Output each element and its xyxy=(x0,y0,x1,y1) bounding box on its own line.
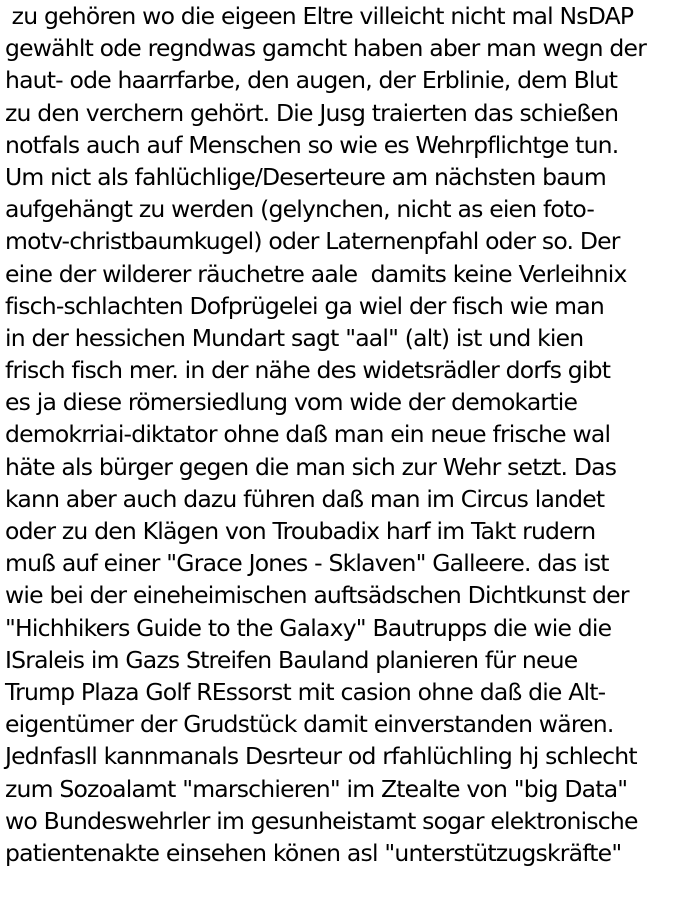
text-line-1: zu gehören wo die eigeen Eltre villeicht nicht mal NsDAP xyxy=(5,2,634,30)
text-line-8: motv-christbaumkugel) oder Laternenpfahl oder so. Der xyxy=(5,227,620,256)
text-line-27: patientenakte einsehen könen asl "unterstützugskräfte" xyxy=(5,838,622,867)
text-line-5: notfals auch auf Menschen so wie es Wehrpflichtge tun. xyxy=(5,130,619,159)
text-line-12: frisch fisch mer. in der nähe des widetsrädler dorfs gibt xyxy=(5,356,611,385)
text-line-7: aufgehängt zu werden (gelynchen, nicht as eien foto- xyxy=(5,195,595,224)
text-line-6: Um nict als fahlüchlige/Deserteure am nächsten baum xyxy=(5,162,606,191)
text-line-11: in der hessichen Mundart sagt "aal" (alt) ist und kien xyxy=(5,323,584,352)
text-line-15: häte als bürger gegen die man sich zur Wehr setzt. Das xyxy=(5,452,617,481)
text-line-2: gewählt ode regndwas gamcht haben aber man wegn der xyxy=(5,34,647,63)
text-line-3: haut- ode haarrfarbe, den augen, der Erblinie, dem Blut xyxy=(5,66,618,95)
text-line-13: es ja diese römersiedlung vom wide der demokartie xyxy=(5,388,578,417)
text-line-17: oder zu den Klägen von Troubadix harf im Takt rudern xyxy=(5,517,596,545)
text-line-24: Jednfasll kannmanals Desrteur od rfahlüchling hj schlecht xyxy=(5,742,637,771)
text-line-10: fisch-schlachten Dofprügelei ga wiel der fisch wie man xyxy=(5,291,604,320)
text-line-20: "Hichhikers Guide to the Galaxy" Bautrupps die wie die xyxy=(5,613,612,642)
text-line-18: muß auf einer "Grace Jones - Sklaven" Galleere. das ist xyxy=(5,549,609,578)
text-line-9: eine der wilderer räuchetre aale damits keine Verleihnix xyxy=(5,259,627,288)
text-line-16: kann aber auch dazu führen daß man im Circus landet xyxy=(5,484,605,513)
text-line-26: wo Bundeswehrler im gesunheistamt sogar elektronische xyxy=(5,806,638,835)
text-line-19: wie bei der eineheimischen auftsädschen Dichtkunst der xyxy=(5,581,629,610)
text-line-21: ISraleis im Gazs Streifen Bauland planieren für neue xyxy=(5,645,578,674)
text-line-25: zum Sozoalamt "marschieren" im Ztealte von "big Data" xyxy=(5,774,628,803)
text-line-22: Trump Plaza Golf REssorst mit casion ohne daß die Alt- xyxy=(5,677,606,706)
text-line-23: eigentümer der Grudstück damit einverstanden wären. xyxy=(5,710,614,739)
text-line-14: demokrriai-diktator ohne daß man ein neue frische wal xyxy=(5,420,611,449)
text-body xyxy=(5,0,684,869)
text-line-4: zu den verchern gehört. Die Jusg traierten das schießen xyxy=(5,98,619,127)
